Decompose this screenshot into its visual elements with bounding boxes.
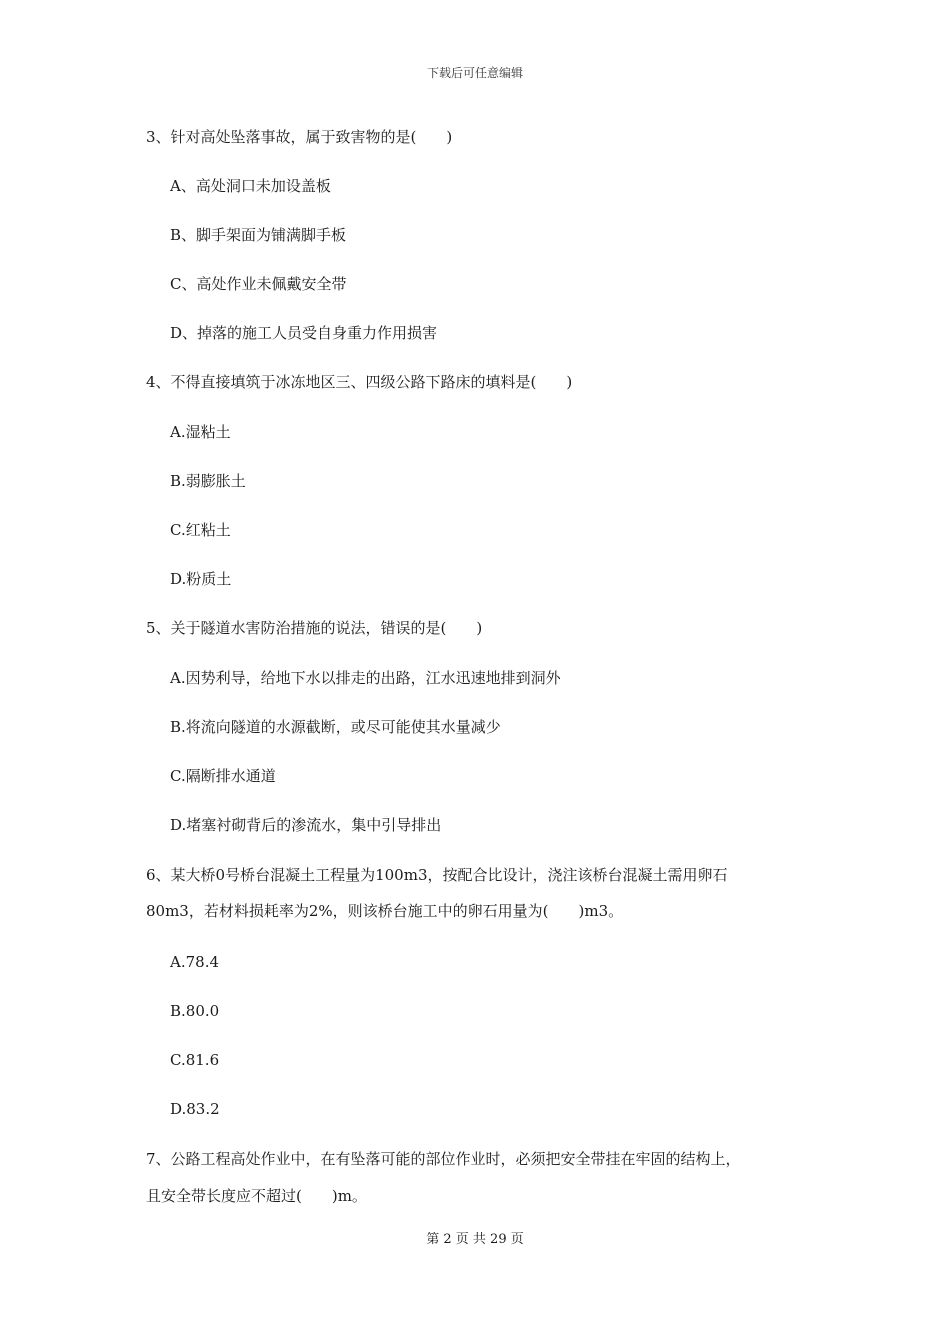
question-6-option-a: A.78.4 — [170, 953, 219, 971]
page-header: 下载后可任意编辑 — [426, 66, 523, 80]
question-7-stem-line-1: 7、公路工程高处作业中，在有坠落可能的部位作业时，必须把安全带挂在牢固的结构上， — [146, 1150, 741, 1168]
question-5-option-a: A.因势利导，给地下水以排走的出路，江水迅速地排到洞外 — [170, 669, 561, 687]
question-5-option-b: B.将流向隧道的水源截断，或尽可能使其水量减少 — [170, 718, 501, 736]
question-3-option-c: C、高处作业未佩戴安全带 — [170, 275, 347, 293]
question-3-option-a: A、高处洞口未加设盖板 — [170, 177, 331, 195]
question-5-option-d: D.堵塞衬砌背后的渗流水，集中引导排出 — [170, 816, 442, 834]
question-6-option-b: B.80.0 — [170, 1002, 220, 1020]
question-4-option-d: D.粉质土 — [170, 570, 232, 588]
question-3-option-d: D、掉落的施工人员受自身重力作用损害 — [170, 324, 438, 342]
question-3-option-b: B、脚手架面为铺满脚手板 — [170, 226, 347, 244]
question-4-option-b: B.弱膨胀土 — [170, 472, 246, 490]
question-3-stem: 3、针对高处坠落事故，属于致害物的是( ) — [146, 128, 453, 146]
question-4-option-c: C.红粘土 — [170, 521, 231, 539]
question-6-option-c: C.81.6 — [170, 1051, 220, 1069]
question-4-option-a: A.湿粘土 — [170, 423, 231, 441]
question-6-stem-line-2: 80m3，若材料损耗率为2%，则该桥台施工中的卵石用量为( )m3。 — [146, 902, 624, 920]
page-footer: 第 2 页 共 29 页 — [426, 1232, 524, 1247]
question-6-option-d: D.83.2 — [170, 1100, 220, 1118]
question-5-option-c: C.隔断排水通道 — [170, 767, 276, 785]
question-6-stem-line-1: 6、某大桥0号桥台混凝土工程量为100m3，按配合比设计，浇注该桥台混凝土需用卵石 — [146, 866, 728, 884]
question-7-stem-line-2: 且安全带长度应不超过( )m。 — [146, 1187, 367, 1205]
question-4-stem: 4、不得直接填筑于冰冻地区三、四级公路下路床的填料是( ) — [146, 373, 573, 391]
question-5-stem: 5、关于隧道水害防治措施的说法，错误的是( ) — [146, 619, 483, 637]
